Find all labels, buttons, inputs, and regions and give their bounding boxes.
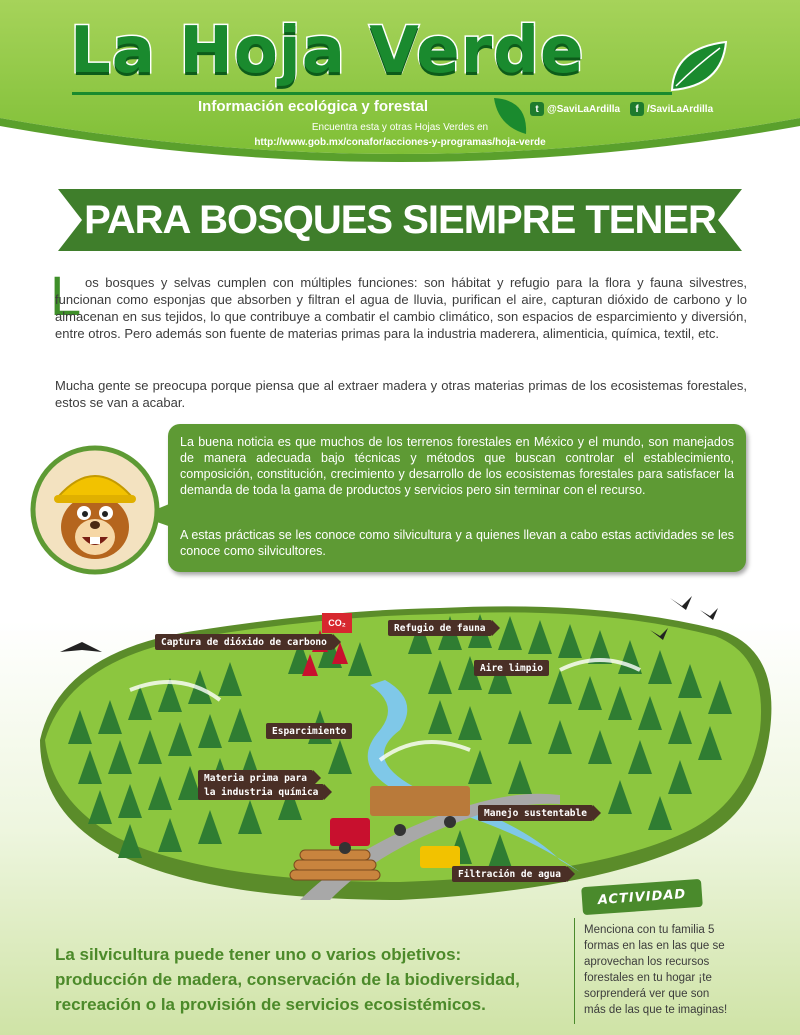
title-banner [58, 189, 742, 251]
activity-text: Menciona con tu familia 5 formas en las en las que se aprovechan los recursos forestales en tu hogar ¡te sorprenderá ver que son más de las que te imaginas! [584, 924, 728, 1016]
header-subline: Encuentra esta y otras Hojas Verdes en [311, 122, 489, 133]
activity-divider [574, 918, 575, 1024]
header [0, 0, 800, 170]
banner-title: PARA BOSQUES SIEMPRE TENER [84, 197, 716, 242]
facebook-handle: /SaviLaArdilla [647, 103, 714, 115]
label-aire-limpio: Aire limpio [474, 660, 549, 676]
label-refugio-fauna: Refugio de fauna [388, 620, 492, 636]
footer-message: La silvicultura puede tener uno o varios objetivos: producción de madera, conservación de la biodiversidad, recreación o la provisión de servicios ecosistémicos. [55, 945, 520, 1014]
co2-badge: CO₂ [322, 613, 352, 633]
article-paragraph-2: Mucha gente se preocupa porque piensa que al extraer madera y otras materias primas de los ecosistemas forestales, estos se van a acabar. [55, 378, 747, 410]
bubble-text-2: A estas prácticas se les conoce como silvicultura y a quienes llevan a cabo estas actividades se les conoce como silvicultores. [180, 528, 734, 558]
forest-illustration [0, 590, 800, 920]
label-manejo-sustentable: Manejo sustentable [478, 805, 593, 821]
drop-cap: L [50, 264, 82, 327]
twitter-link[interactable] [530, 100, 630, 118]
facebook-link[interactable] [630, 100, 730, 118]
bubble-text-1: La buena noticia es que muchos de los terrenos forestales en México y el mundo, son manejados de manera adecuada bajo técnicas y métodos que buscan controlar el establecimiento, composición, constitución, crecimiento y desarrollo de los ecosistemas forestales para satisfacer la demanda de toda la gama de productos y servicios pero sin terminar con el recurso. [180, 435, 734, 497]
activity-label: ACTIVIDAD [581, 879, 703, 915]
twitter-handle: @SaviLaArdilla [547, 103, 621, 115]
twitter-icon: t [530, 102, 544, 116]
squirrel-mascot-icon [30, 445, 160, 575]
hoja-verde-url[interactable]: http://www.gob.mx/conafor/acciones-y-programas/hoja-verde [254, 137, 546, 148]
label-materia-prima-2: la industria química [198, 784, 324, 800]
masthead-rule [72, 92, 672, 95]
label-materia-prima-1: Materia prima para [198, 770, 313, 786]
label-filtracion-agua: Filtración de agua [452, 866, 567, 882]
facebook-icon: f [630, 102, 644, 116]
masthead-title: La Hoja Verde [70, 14, 585, 88]
label-esparcimiento: Esparcimiento [266, 723, 352, 739]
leaf-icon [668, 38, 730, 94]
tagline: Información ecológica y forestal [198, 98, 429, 115]
label-captura-carbono: Captura de dióxido de carbono [155, 634, 333, 650]
article-paragraph-1: os bosques y selvas cumplen con múltiples funciones: son hábitat y refugio para la flora y fauna silvestres, funcionan como esponjas que absorben y filtran el agua de lluvia, purifican el aire, capturan dióxido de carbono y lo almacenan en sus tejidos, lo que contribuye a combatir el cambio climático, son espacios de esparcimiento y diversión, entre otros. Pero además son fuente de materias primas para la industria maderera, alimenticia, química, textil, etc. [55, 275, 747, 341]
